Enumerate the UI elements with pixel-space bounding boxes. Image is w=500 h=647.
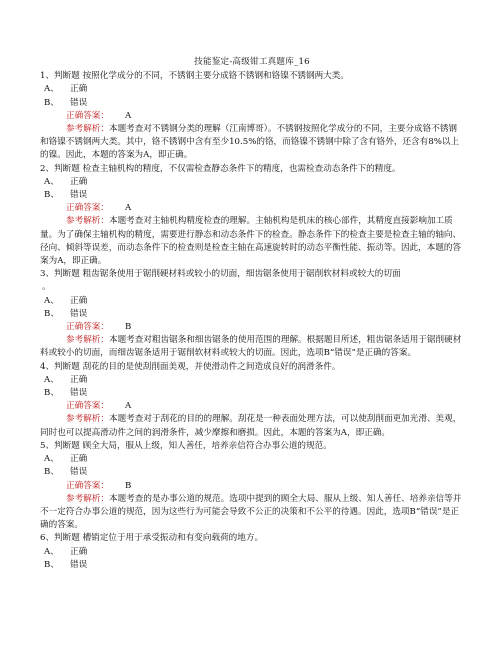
question-6 xyxy=(40,532,464,572)
document-page xyxy=(40,56,464,572)
document-title: 技能鉴定-高级钳工真题库_16 xyxy=(194,57,310,67)
explanation-text: 本题考查对于刮花的目的的理解。刮花是一种表面处理方法，可以使刮削面更加光滑、美观，同时也可以提高滑动件之间的润滑条件，减少摩擦和磨损。因此，本题的答案为A，即正确。 xyxy=(40,414,462,438)
question-4 xyxy=(40,361,464,440)
explanation-label: 参考解析： xyxy=(66,124,109,135)
option-key: A、 xyxy=(44,295,59,306)
option-key: A、 xyxy=(44,454,59,465)
option-key: B、 xyxy=(44,308,59,319)
explanation xyxy=(40,493,464,533)
answer-label: 正确答案： xyxy=(66,401,109,412)
option-text: 正确 xyxy=(70,546,88,557)
question-stem-tail: 。 xyxy=(42,282,51,293)
question-stem: 2、判断题 检查主轴机构的精度，不仅需检查静态条件下的精度，也需检查动态条件下的精度。 xyxy=(40,163,401,174)
question-1 xyxy=(40,70,464,162)
explanation-label: 参考解析： xyxy=(66,335,109,346)
option-key: A、 xyxy=(44,84,59,95)
answer-line xyxy=(40,321,464,334)
answer-value: B xyxy=(124,322,132,333)
option-a xyxy=(40,176,464,189)
option-text: 错误 xyxy=(70,190,88,201)
option-a xyxy=(40,83,464,96)
answer-value: A xyxy=(124,401,132,412)
answer-label: 正确答案： xyxy=(66,203,109,214)
explanation xyxy=(40,334,464,360)
option-text: 错误 xyxy=(70,308,88,319)
answer-value: A xyxy=(124,203,132,214)
question-stem: 1、判断题 按照化学成分的不同，不锈钢主要分成铬不锈钢和铬镍不锈钢两大类。 xyxy=(40,71,349,82)
question-2 xyxy=(40,163,464,269)
explanation-text: 本题考查对主轴机构精度检查的理解。主轴机构是机床的核心部件，其精度直接影响加工质量。为了确保主轴机构的精度，需要进行静态和动态条件下的检查。静态条件下的检查主要是检查主轴的轴向、径向、倾斜等误差，而动态条件下的检查则是检查主轴在高速旋转时的动态平衡性能、振动等。因此，本题的答案为A，即正确。 xyxy=(40,216,462,267)
option-key: B、 xyxy=(44,190,59,201)
option-text: 正确 xyxy=(70,84,88,95)
answer-label: 正确答案： xyxy=(66,480,109,491)
option-text: 错误 xyxy=(70,467,88,478)
option-b xyxy=(40,97,464,110)
option-text: 错误 xyxy=(70,388,88,399)
answer-line xyxy=(40,202,464,215)
answer-label: 正确答案： xyxy=(66,110,109,121)
option-text: 正确 xyxy=(70,295,88,306)
explanation xyxy=(40,215,464,268)
question-stem: 5、判断题 顾全大局，服从上级，知人善任，培养亲信符合办事公道的规范。 xyxy=(40,440,332,451)
answer-value: B xyxy=(124,480,132,491)
answer-label: 正确答案： xyxy=(66,322,109,333)
option-a xyxy=(40,546,464,559)
explanation-text: 本题考查的是办事公道的规范。选项中提到的顾全大局、服从上级、知人善任、培养亲信等并不一定符合办事公道的规范，因为这些行为可能会导致不公正的决策和不公平的待遇。因此，选项B“错误”是正确的答案。 xyxy=(40,493,462,531)
option-text: 错误 xyxy=(70,559,88,570)
question-stem: 3、判断题 粗齿锯条使用于锯削硬材料或较小的切面，细齿锯条使用于锯削软材料或较大的切面 xyxy=(40,269,401,280)
explanation-text: 本题考查对粗齿锯条和细齿锯条的使用范围的理解。根据题目所述，粗齿锯条适用于锯削硬材料或较小的切面，而细齿锯条适用于锯削软材料或较大的切面。因此，选项B“错误”是正确的答案。 xyxy=(40,335,462,359)
option-key: A、 xyxy=(44,546,59,557)
explanation xyxy=(40,123,464,163)
option-key: B、 xyxy=(44,559,59,570)
question-3 xyxy=(40,268,464,360)
explanation-text: 本题考查对不锈钢分类的理解（江南博哥）。不锈钢按照化学成分的不同，主要分成铬不锈钢和铬镍不锈钢两大类。其中，铬不锈钢中含有至少10.5%的铬，而铬镍不锈钢中除了含有铬外，还含有8%以上的镍。因此，本题的答案为A，即正确。 xyxy=(40,124,460,161)
option-text: 正确 xyxy=(70,374,88,385)
option-b xyxy=(40,308,464,321)
option-text: 错误 xyxy=(70,97,88,108)
option-a xyxy=(40,453,464,466)
option-text: 正确 xyxy=(70,176,88,187)
option-key: B、 xyxy=(44,467,59,478)
explanation xyxy=(40,413,464,439)
explanation-label: 参考解析： xyxy=(66,493,109,504)
option-a xyxy=(40,295,464,308)
answer-value: A xyxy=(124,110,132,121)
option-a xyxy=(40,374,464,387)
explanation-label: 参考解析： xyxy=(66,216,109,227)
option-key: B、 xyxy=(44,97,59,108)
option-b xyxy=(40,189,464,202)
option-text: 正确 xyxy=(70,454,88,465)
explanation-label: 参考解析： xyxy=(66,414,109,425)
question-5 xyxy=(40,440,464,532)
option-b xyxy=(40,466,464,479)
option-key: A、 xyxy=(44,374,59,385)
answer-line xyxy=(40,480,464,493)
question-stem: 4、判断题 刮花的目的是使刮削面美观，并使滑动件之间造成良好的润滑条件。 xyxy=(40,361,341,372)
option-b xyxy=(40,559,464,572)
option-key: B、 xyxy=(44,388,59,399)
question-stem: 6、判断题 槽销定位于用于承受振动和有变向载荷的地方。 xyxy=(40,533,264,544)
option-b xyxy=(40,387,464,400)
answer-line xyxy=(40,110,464,123)
answer-line xyxy=(40,400,464,413)
option-key: A、 xyxy=(44,176,59,187)
